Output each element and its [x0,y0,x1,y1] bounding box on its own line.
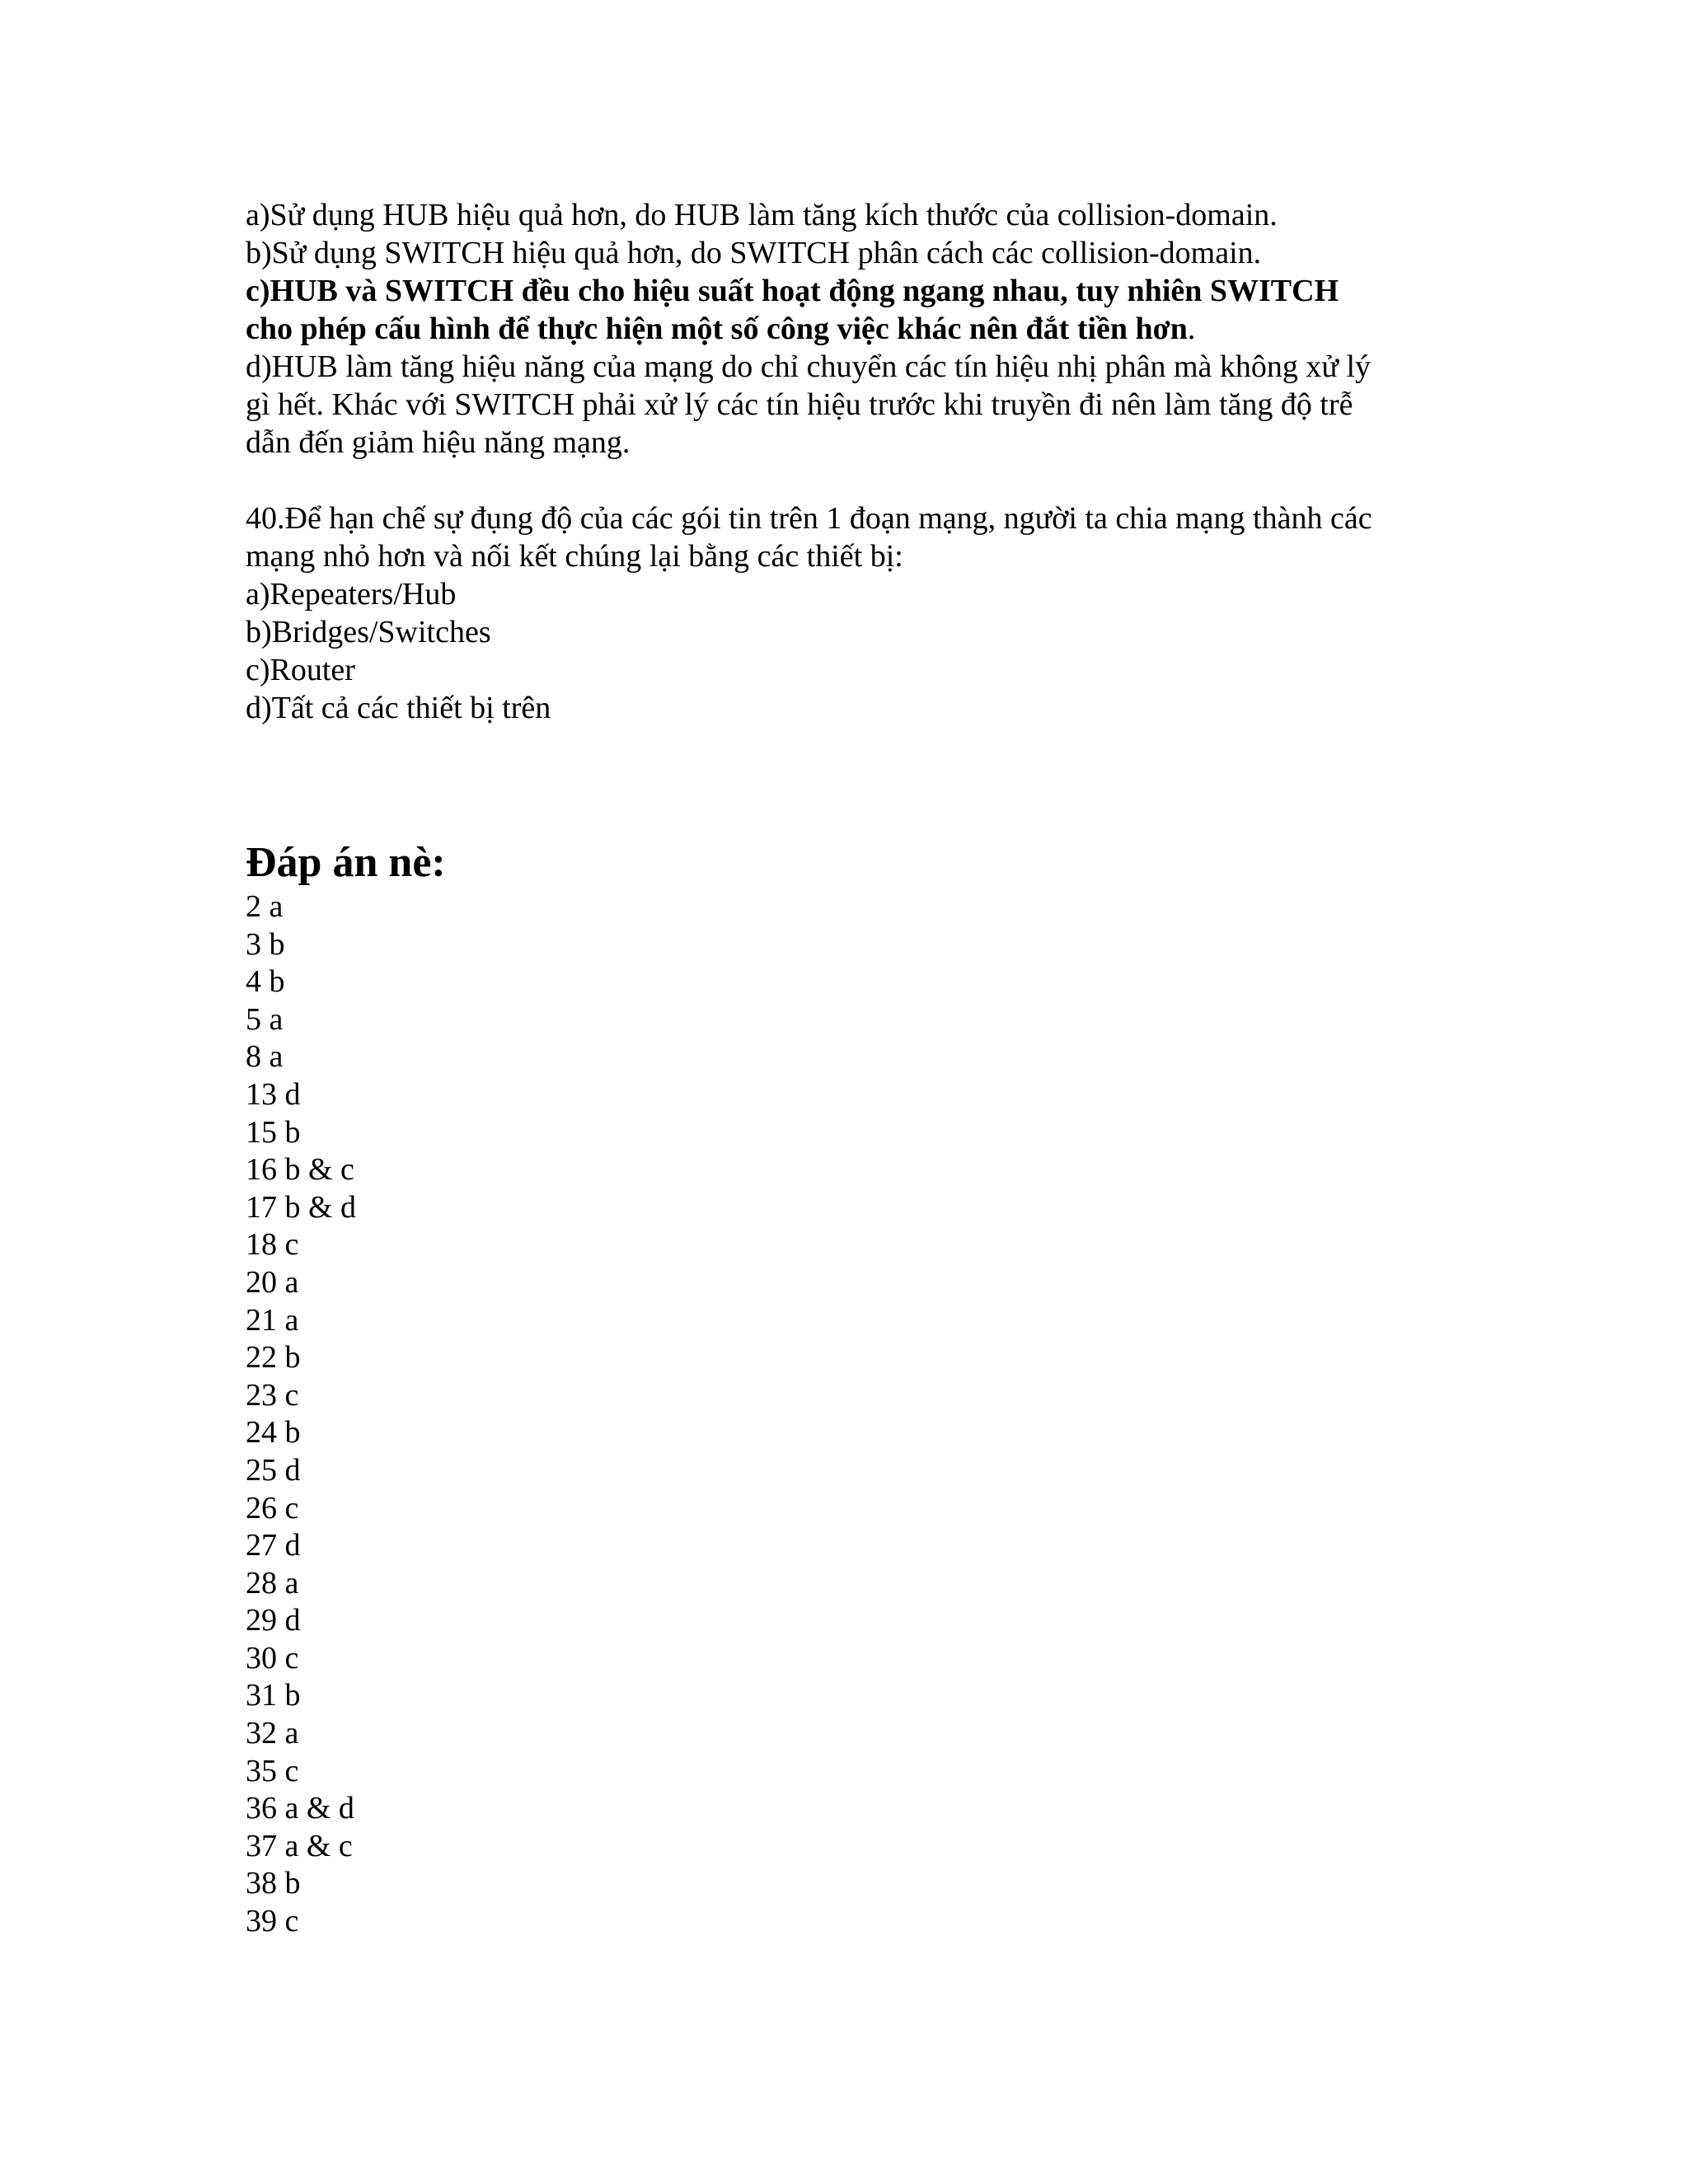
answer-item: 26 c [246,1490,299,1526]
answers-heading: Đáp án nè: [246,839,446,886]
q39-option-a: a)Sử dụng HUB hiệu quả hơn, do HUB làm tăng kích thước của collision-domain. [246,198,1278,232]
spacer [246,462,1465,499]
q40-question-line1: 40.Để hạn chế sự đụng độ của các gói tin trên 1 đoạn mạng, người ta chia mạng thành các [246,501,1372,536]
answer-item: 31 b [246,1678,301,1713]
answer-item: 22 b [246,1340,301,1376]
answer-item: 21 a [246,1302,299,1338]
spacer [246,727,1465,837]
q40-option-c: c)Router [246,653,355,687]
answer-item: 27 d [246,1528,301,1563]
answer-item: 18 c [246,1227,299,1263]
answer-item: 15 b [246,1114,301,1150]
answer-item: 3 b [246,926,285,962]
q40-question-line2: mạng nhỏ hơn và nối kết chúng lại bằng các thiết bị: [246,539,903,574]
q39-option-b: b)Sử dụng SWITCH hiệu quả hơn, do SWITCH phân cách các collision-domain. [246,236,1262,270]
q39-option-c-line2-wrapper [246,310,1465,348]
answer-item: 24 b [246,1415,301,1451]
answer-item: 39 c [246,1904,299,1939]
q40-option-d: d)Tất cả các thiết bị trên [246,691,551,725]
answer-item: 38 b [246,1866,301,1901]
answer-item: 36 a & d [246,1791,354,1826]
answer-item: 32 a [246,1716,299,1751]
q39-option-d-line2: gì hết. Khác với SWITCH phải xử lý các tín hiệu trước khi truyền đi nên làm tăng độ trễ [246,387,1353,422]
answer-item: 29 d [246,1603,301,1638]
answer-item: 20 a [246,1264,299,1300]
q39-option-d-line3: dẫn đến giảm hiệu năng mạng. [246,425,631,460]
q39-option-c-line1: c)HUB và SWITCH đều cho hiệu suất hoạt động ngang nhau, tuy nhiên SWITCH [246,274,1339,308]
q39-option-c-period: . [1187,312,1196,346]
answer-item: 35 c [246,1753,299,1788]
answer-item: 28 a [246,1565,299,1601]
answers-list [246,888,1465,1941]
q40-option-b: b)Bridges/Switches [246,615,491,649]
answer-item: 8 a [246,1039,284,1075]
answer-item: 30 c [246,1640,299,1675]
answer-item: 16 b & c [246,1152,354,1188]
q39-option-c-line2: cho phép cấu hình để thực hiện một số công việc khác nên đắt tiền hơn [246,312,1188,346]
q40-option-a: a)Repeaters/Hub [246,577,457,612]
answer-item: 13 d [246,1076,301,1112]
q39-option-d-line1: d)HUB làm tăng hiệu năng của mạng do chỉ chuyển các tín hiệu nhị phân mà không xử lý [246,349,1372,384]
document-content [246,196,1465,1941]
answer-item: 17 b & d [246,1189,357,1225]
answer-item: 37 a & c [246,1828,353,1863]
answer-item: 23 c [246,1377,299,1413]
answer-item: 25 d [246,1452,301,1488]
answer-item: 4 b [246,964,285,1000]
answer-item: 5 a [246,1001,284,1037]
answer-item: 2 a [246,889,284,924]
